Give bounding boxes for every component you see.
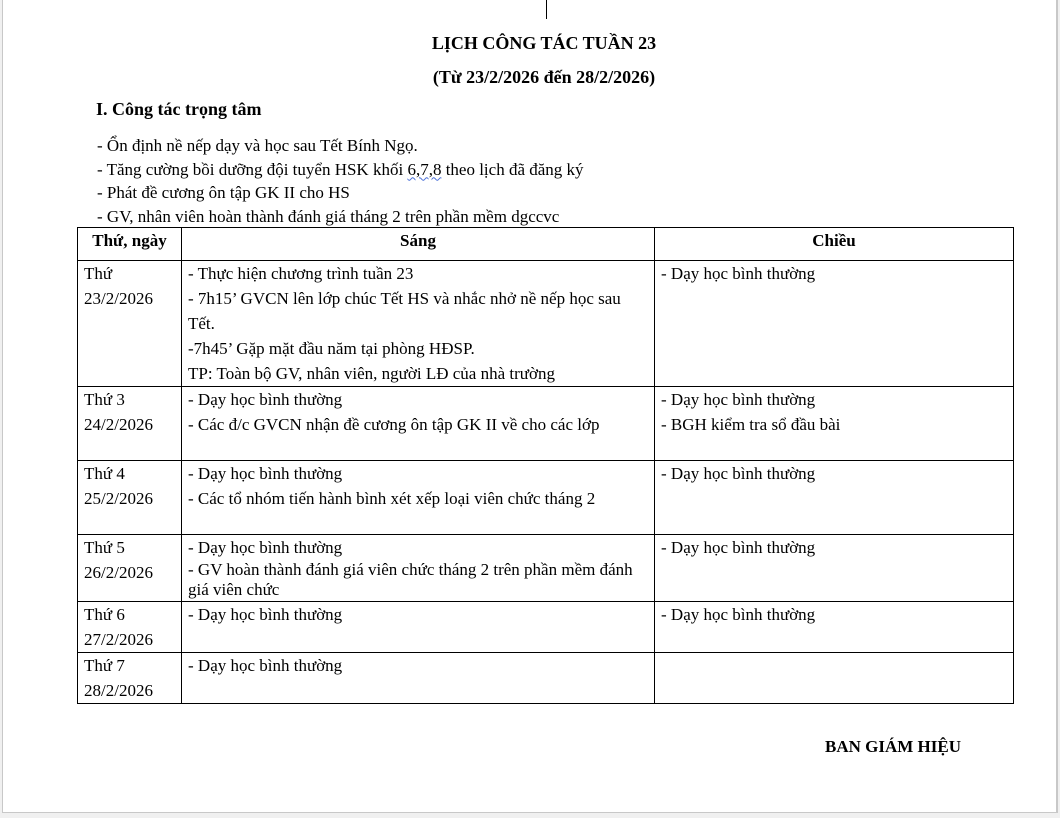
morning-item: - Dạy học bình thường [188,390,343,409]
focus-item: - Phát đề cương ôn tập GK II cho HS [97,183,350,202]
morning-item: - Thực hiện chương trình tuần 23 [188,264,414,283]
morning-item: - Các tổ nhóm tiến hành bình xét xếp loại viên chức tháng 2 [188,489,596,508]
morning-item: - Dạy học bình thường [188,605,343,624]
section-heading: I. Công tác trọng tâm [96,99,262,119]
document-title: LỊCH CÔNG TÁC TUẦN 23 [431,33,657,53]
morning-item: - 7h15’ GVCN lên lớp chúc Tết HS và nhắc nhở nề nếp học sau Tết. [188,289,621,333]
schedule-table [77,227,1014,704]
date-label: 28/2/2026 [84,681,153,700]
day-label: Thứ 3 [84,390,125,409]
date-label: 23/2/2026 [84,289,153,308]
afternoon-item: - Dạy học bình thường [661,464,816,483]
table-row [78,261,1014,387]
morning-item: -7h45’ Gặp mặt đầu năm tại phòng HĐSP. [188,339,475,358]
table-row [78,535,1014,602]
afternoon-cell [655,602,1014,653]
focus-item: - Ổn định nề nếp dạy và học sau Tết Bính Ngọ. [97,136,418,155]
day-cell [78,461,182,535]
morning-cell [182,261,655,387]
afternoon-cell [655,387,1014,461]
day-cell [78,653,182,704]
signature: BAN GIÁM HIỆU [825,737,962,756]
day-cell [78,602,182,653]
afternoon-item: - Dạy học bình thường [661,390,816,409]
header-day: Thứ, ngày [78,228,182,261]
morning-cell [182,602,655,653]
spellcheck-underline: 6,7,8 [407,159,442,179]
morning-item: - Dạy học bình thường [188,656,343,675]
document-subtitle: (Từ 23/2/2026 đến 28/2/2026) [432,67,656,87]
morning-item: - Dạy học bình thường [188,538,343,557]
table-row [78,461,1014,535]
focus-list [97,134,584,228]
afternoon-item: - Dạy học bình thường [661,264,816,283]
morning-cell [182,387,655,461]
afternoon-cell [655,261,1014,387]
afternoon-cell [655,535,1014,602]
afternoon-cell [655,461,1014,535]
afternoon-item: - BGH kiểm tra sổ đầu bài [661,415,841,434]
day-label: Thứ 5 [84,538,125,557]
morning-item: TP: Toàn bộ GV, nhân viên, người LĐ của nhà trường [188,364,555,383]
date-label: 25/2/2026 [84,489,153,508]
day-label: Thứ 4 [84,464,125,483]
table-row [78,653,1014,704]
table-row [78,387,1014,461]
day-label: Thứ 7 [84,656,125,675]
focus-item-text: - Tăng cường bồi dưỡng đội tuyển HSK khối [97,159,408,179]
day-cell [78,535,182,602]
day-cell [78,387,182,461]
date-label: 24/2/2026 [84,415,153,434]
morning-cell [182,461,655,535]
afternoon-cell [655,653,1014,704]
afternoon-item: - Dạy học bình thường [661,538,816,557]
focus-item-text: theo lịch đã đăng ký [441,159,584,179]
table-header-row [78,228,1014,261]
morning-cell [182,535,655,602]
focus-item [97,158,584,182]
day-label: Thứ 6 [84,605,125,624]
header-morning: Sáng [182,228,655,261]
morning-cell [182,653,655,704]
table-row [78,602,1014,653]
morning-item: - Các đ/c GVCN nhận đề cương ôn tập GK II về cho các lớp [188,415,600,434]
day-cell [78,261,182,387]
morning-item: - Dạy học bình thường [188,464,343,483]
header-afternoon: Chiều [655,228,1014,261]
focus-item: - GV, nhân viên hoàn thành đánh giá tháng 2 trên phần mềm dgccvc [97,206,560,226]
afternoon-item: - Dạy học bình thường [661,605,816,624]
date-label: 26/2/2026 [84,563,153,582]
day-label: Thứ [84,264,113,283]
morning-item: - GV hoàn thành đánh giá viên chức tháng 2 trên phần mềm đánh giá viên chức [188,560,633,599]
text-cursor [546,0,547,19]
date-label: 27/2/2026 [84,630,153,649]
